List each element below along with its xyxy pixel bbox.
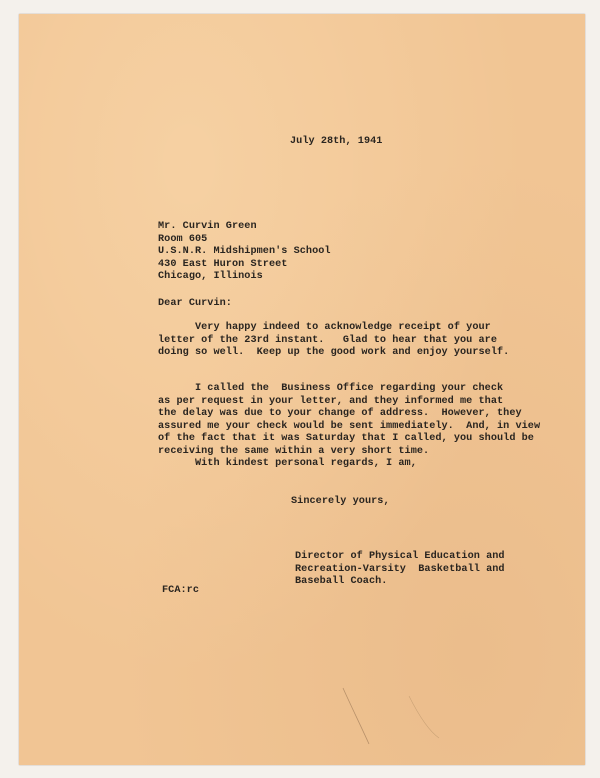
signature-title	[295, 551, 505, 589]
recipient-line-street: 430 East Huron Street	[158, 258, 288, 270]
recipient-address	[158, 221, 331, 284]
letter-page	[19, 14, 585, 765]
body-paragraph-1	[158, 322, 509, 360]
paragraph-line: Very happy indeed to acknowledge receipt of your	[158, 322, 491, 333]
title-line: Baseball Coach.	[295, 576, 388, 587]
complimentary-close: Sincerely yours,	[291, 496, 390, 507]
recipient-line-room: Room 605	[158, 233, 208, 245]
reference-initials: FCA:rc	[162, 585, 199, 596]
closing-paragraph: With kindest personal regards, I am,	[158, 458, 417, 469]
recipient-line-city: Chicago, Illinois	[158, 271, 263, 282]
recipient-line-name: Mr. Curvin Green	[158, 221, 257, 232]
paragraph-line: I called the Business Office regarding your check	[158, 383, 504, 394]
letter-date: July 28th, 1941	[290, 136, 383, 147]
recipient-line-school: U.S.N.R. Midshipmen's School	[158, 246, 331, 257]
paragraph-line: doing so well. Keep up the good work and enjoy yourself.	[158, 347, 510, 358]
title-line: Recreation-Varsity Basketball and	[295, 563, 505, 575]
paragraph-line: receiving the same within a very short time.	[158, 445, 430, 457]
body-paragraph-2	[158, 383, 540, 458]
paragraph-line: letter of the 23rd instant. Glad to hear that you are	[158, 334, 497, 346]
paragraph-line: of the fact that it was Saturday that I called, you should be	[158, 433, 534, 444]
salutation: Dear Curvin:	[158, 298, 232, 309]
paragraph-line: as per request in your letter, and they informed me that	[158, 395, 504, 407]
paragraph-line: the delay was due to your change of address. However, they	[158, 408, 522, 419]
title-line: Director of Physical Education and	[295, 551, 505, 562]
paragraph-line: assured me your check would be sent immediately. And, in view	[158, 420, 541, 432]
stray-pencil-mark	[339, 686, 449, 746]
